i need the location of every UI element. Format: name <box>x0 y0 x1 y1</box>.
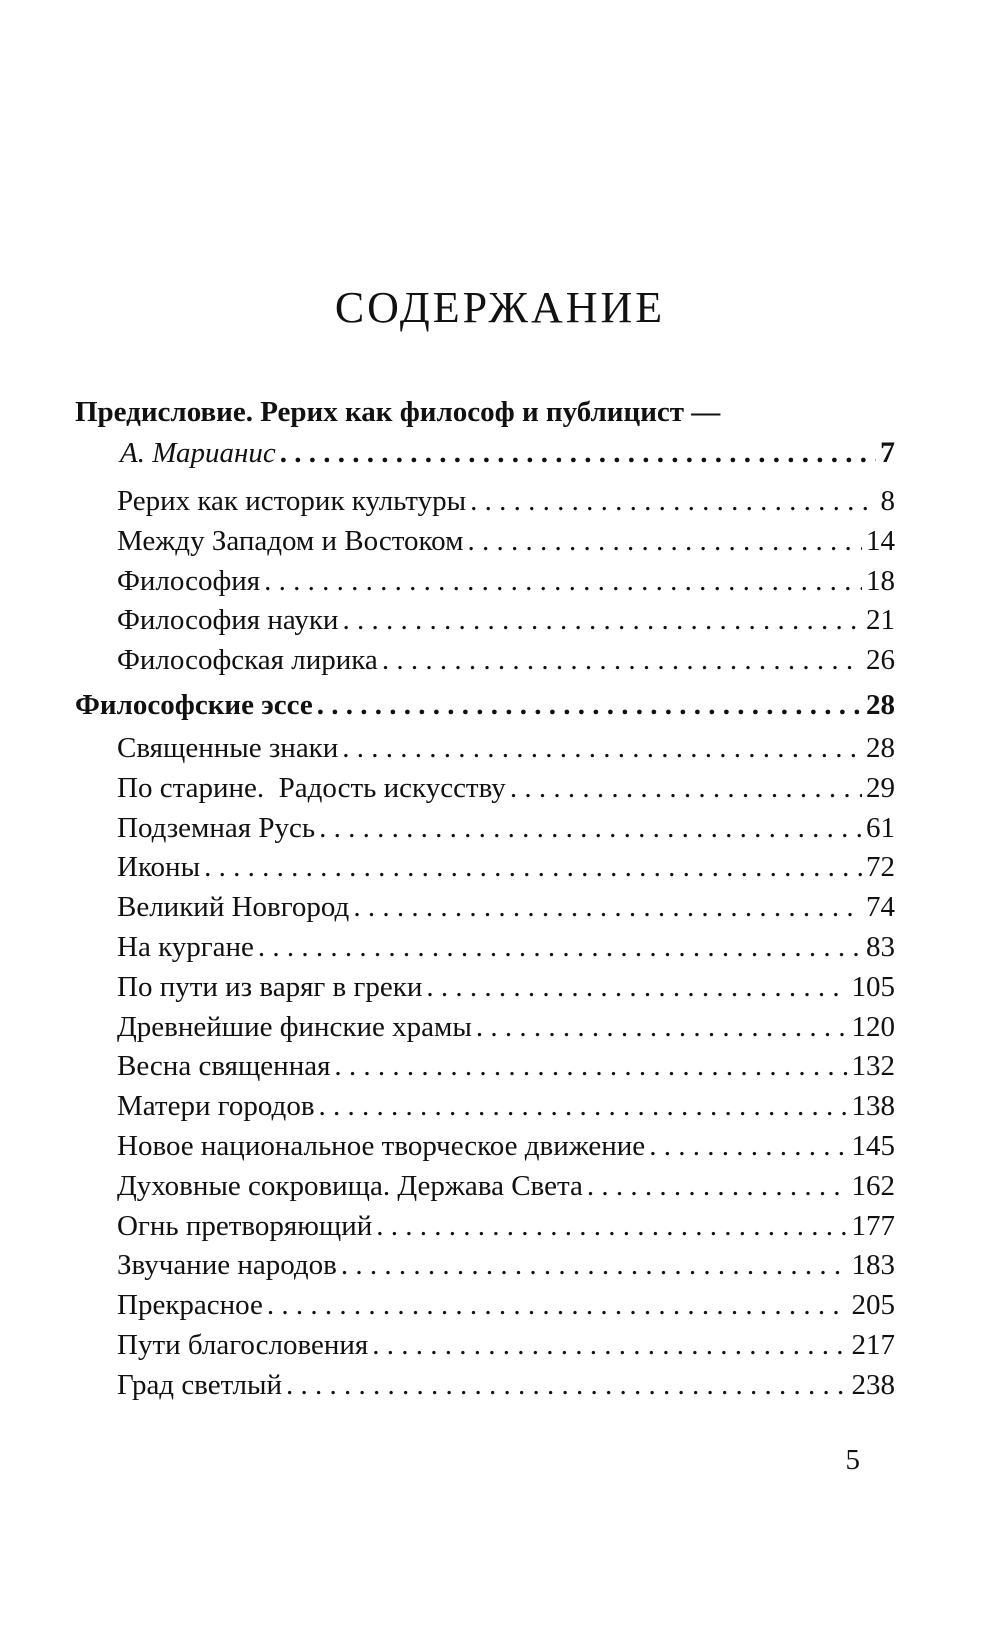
toc-entry[interactable] <box>75 1087 895 1127</box>
toc-entry-label: Духовные сокровища. Держава Света <box>117 1169 583 1202</box>
toc-entry-label: Пути благословения <box>117 1328 369 1361</box>
toc-entry-page: 145 <box>851 1129 895 1162</box>
toc-entry-label: Философия науки <box>117 604 339 637</box>
toc-entry-page: 120 <box>851 1010 895 1043</box>
dot-leader <box>587 1167 848 1207</box>
toc-entry-page: 29 <box>866 771 895 804</box>
toc-entry[interactable] <box>75 1326 895 1366</box>
toc-entry-label: Новое национальное творческое движение <box>117 1129 646 1162</box>
dot-leader <box>353 888 862 928</box>
toc-entry[interactable] <box>75 769 895 809</box>
dot-leader <box>476 1008 848 1048</box>
toc-entry-page: 162 <box>851 1169 895 1202</box>
toc-entry-label: Весна священная <box>117 1050 331 1083</box>
toc-entry-label: Рерих как историк культуры <box>117 485 467 517</box>
dot-leader <box>342 729 862 769</box>
dot-leader <box>470 482 876 522</box>
toc-entry-page: 217 <box>851 1328 895 1361</box>
dot-leader <box>286 1366 847 1406</box>
toc-entry[interactable] <box>75 1207 895 1247</box>
toc-entry[interactable] <box>75 1167 895 1207</box>
dot-leader <box>382 641 862 681</box>
toc-entry-label: Философия <box>117 564 261 597</box>
toc-entry-label: Философская лирика <box>117 644 378 677</box>
toc-entry-page: 105 <box>851 970 895 1003</box>
toc-entry[interactable] <box>75 1246 895 1286</box>
toc-entry-page: 74 <box>866 891 895 924</box>
toc-entry[interactable] <box>75 482 895 522</box>
toc-entry-page: 238 <box>851 1368 895 1401</box>
toc-entry-label: По старине. Радость искусству <box>117 771 506 804</box>
toc-entry[interactable] <box>75 1127 895 1167</box>
toc-entry-page: 26 <box>866 644 895 677</box>
toc-entry-label: Подземная Русь <box>117 811 316 844</box>
toc-entry[interactable] <box>75 848 895 888</box>
toc-entry[interactable] <box>75 601 895 641</box>
dot-leader <box>204 848 862 888</box>
toc-entry-label: Древнейшие финские храмы <box>117 1010 472 1043</box>
toc-entry[interactable] <box>75 729 895 769</box>
toc-entry-label: Между Западом и Востоком <box>117 524 464 557</box>
dot-leader <box>334 1047 847 1087</box>
toc-entry-page: 132 <box>851 1050 895 1083</box>
dot-leader <box>649 1127 847 1167</box>
toc-entry-label: По пути из варяг в греки <box>117 970 423 1003</box>
toc-entry[interactable] <box>75 928 895 968</box>
toc-section-essays[interactable] <box>75 681 895 729</box>
dot-leader <box>426 968 847 1008</box>
dot-leader <box>258 928 862 968</box>
toc-entry-label: А. Марианис <box>120 437 276 469</box>
toc-entry[interactable] <box>75 968 895 1008</box>
page-number: 5 <box>845 1444 860 1476</box>
toc-entry[interactable] <box>75 522 895 562</box>
toc-entry[interactable] <box>75 1366 895 1406</box>
page-title: СОДЕРЖАНИЕ <box>334 283 666 332</box>
toc-entry-page: 205 <box>851 1289 895 1322</box>
toc-entry[interactable] <box>75 809 895 849</box>
dot-leader <box>376 1207 847 1247</box>
dot-leader <box>341 1246 848 1286</box>
dot-leader <box>319 809 862 849</box>
toc-entry-label: Град светлый <box>117 1368 283 1401</box>
toc-entry-label: Священные знаки <box>117 731 339 764</box>
dot-leader <box>280 432 876 474</box>
toc-entry-label: Иконы <box>117 851 201 884</box>
toc-entry[interactable] <box>75 888 895 928</box>
dot-leader <box>510 769 862 809</box>
toc-entry-page: 14 <box>866 524 895 557</box>
toc-entry[interactable] <box>75 1047 895 1087</box>
toc-entry-page: 28 <box>866 731 895 764</box>
dot-leader <box>317 681 862 729</box>
toc-entry-page: 183 <box>851 1249 895 1282</box>
toc-entry-page: 21 <box>866 604 895 637</box>
toc-entry-page: 177 <box>851 1209 895 1242</box>
toc-entry-page: 28 <box>866 688 895 721</box>
toc-entry-label: Прекрасное <box>117 1289 263 1322</box>
toc-entry-page: 138 <box>851 1090 895 1123</box>
toc-entry-page: 61 <box>866 811 895 844</box>
toc-entry[interactable] <box>75 1008 895 1048</box>
toc-entry-label: Матери городов <box>117 1090 315 1123</box>
toc-entry-label: Огнь претворяющий <box>117 1209 373 1242</box>
toc-entry-label: На кургане <box>117 930 254 963</box>
toc-entry-page: 72 <box>866 851 895 884</box>
toc-entry-label: Великий Новгород <box>117 891 350 924</box>
preface-heading[interactable]: Предисловие. Рерих как философ и публицист — <box>75 396 721 428</box>
section-heading: Философские эссе <box>75 688 313 721</box>
dot-leader <box>267 1286 848 1326</box>
table-of-contents <box>75 392 895 1406</box>
toc-entry[interactable] <box>75 562 895 602</box>
toc-entry-page: 8 <box>880 485 895 517</box>
toc-entry-page: 83 <box>866 930 895 963</box>
dot-leader <box>264 562 862 602</box>
toc-entry-page: 7 <box>880 436 895 469</box>
toc-entry[interactable] <box>75 1286 895 1326</box>
dot-leader <box>342 601 862 641</box>
toc-entry-preface-author[interactable] <box>75 432 895 474</box>
toc-entry-page: 18 <box>866 564 895 597</box>
dot-leader <box>372 1326 847 1366</box>
dot-leader <box>319 1087 848 1127</box>
toc-entry-label: Звучание народов <box>117 1249 337 1282</box>
dot-leader <box>467 522 862 562</box>
toc-entry[interactable] <box>75 641 895 681</box>
